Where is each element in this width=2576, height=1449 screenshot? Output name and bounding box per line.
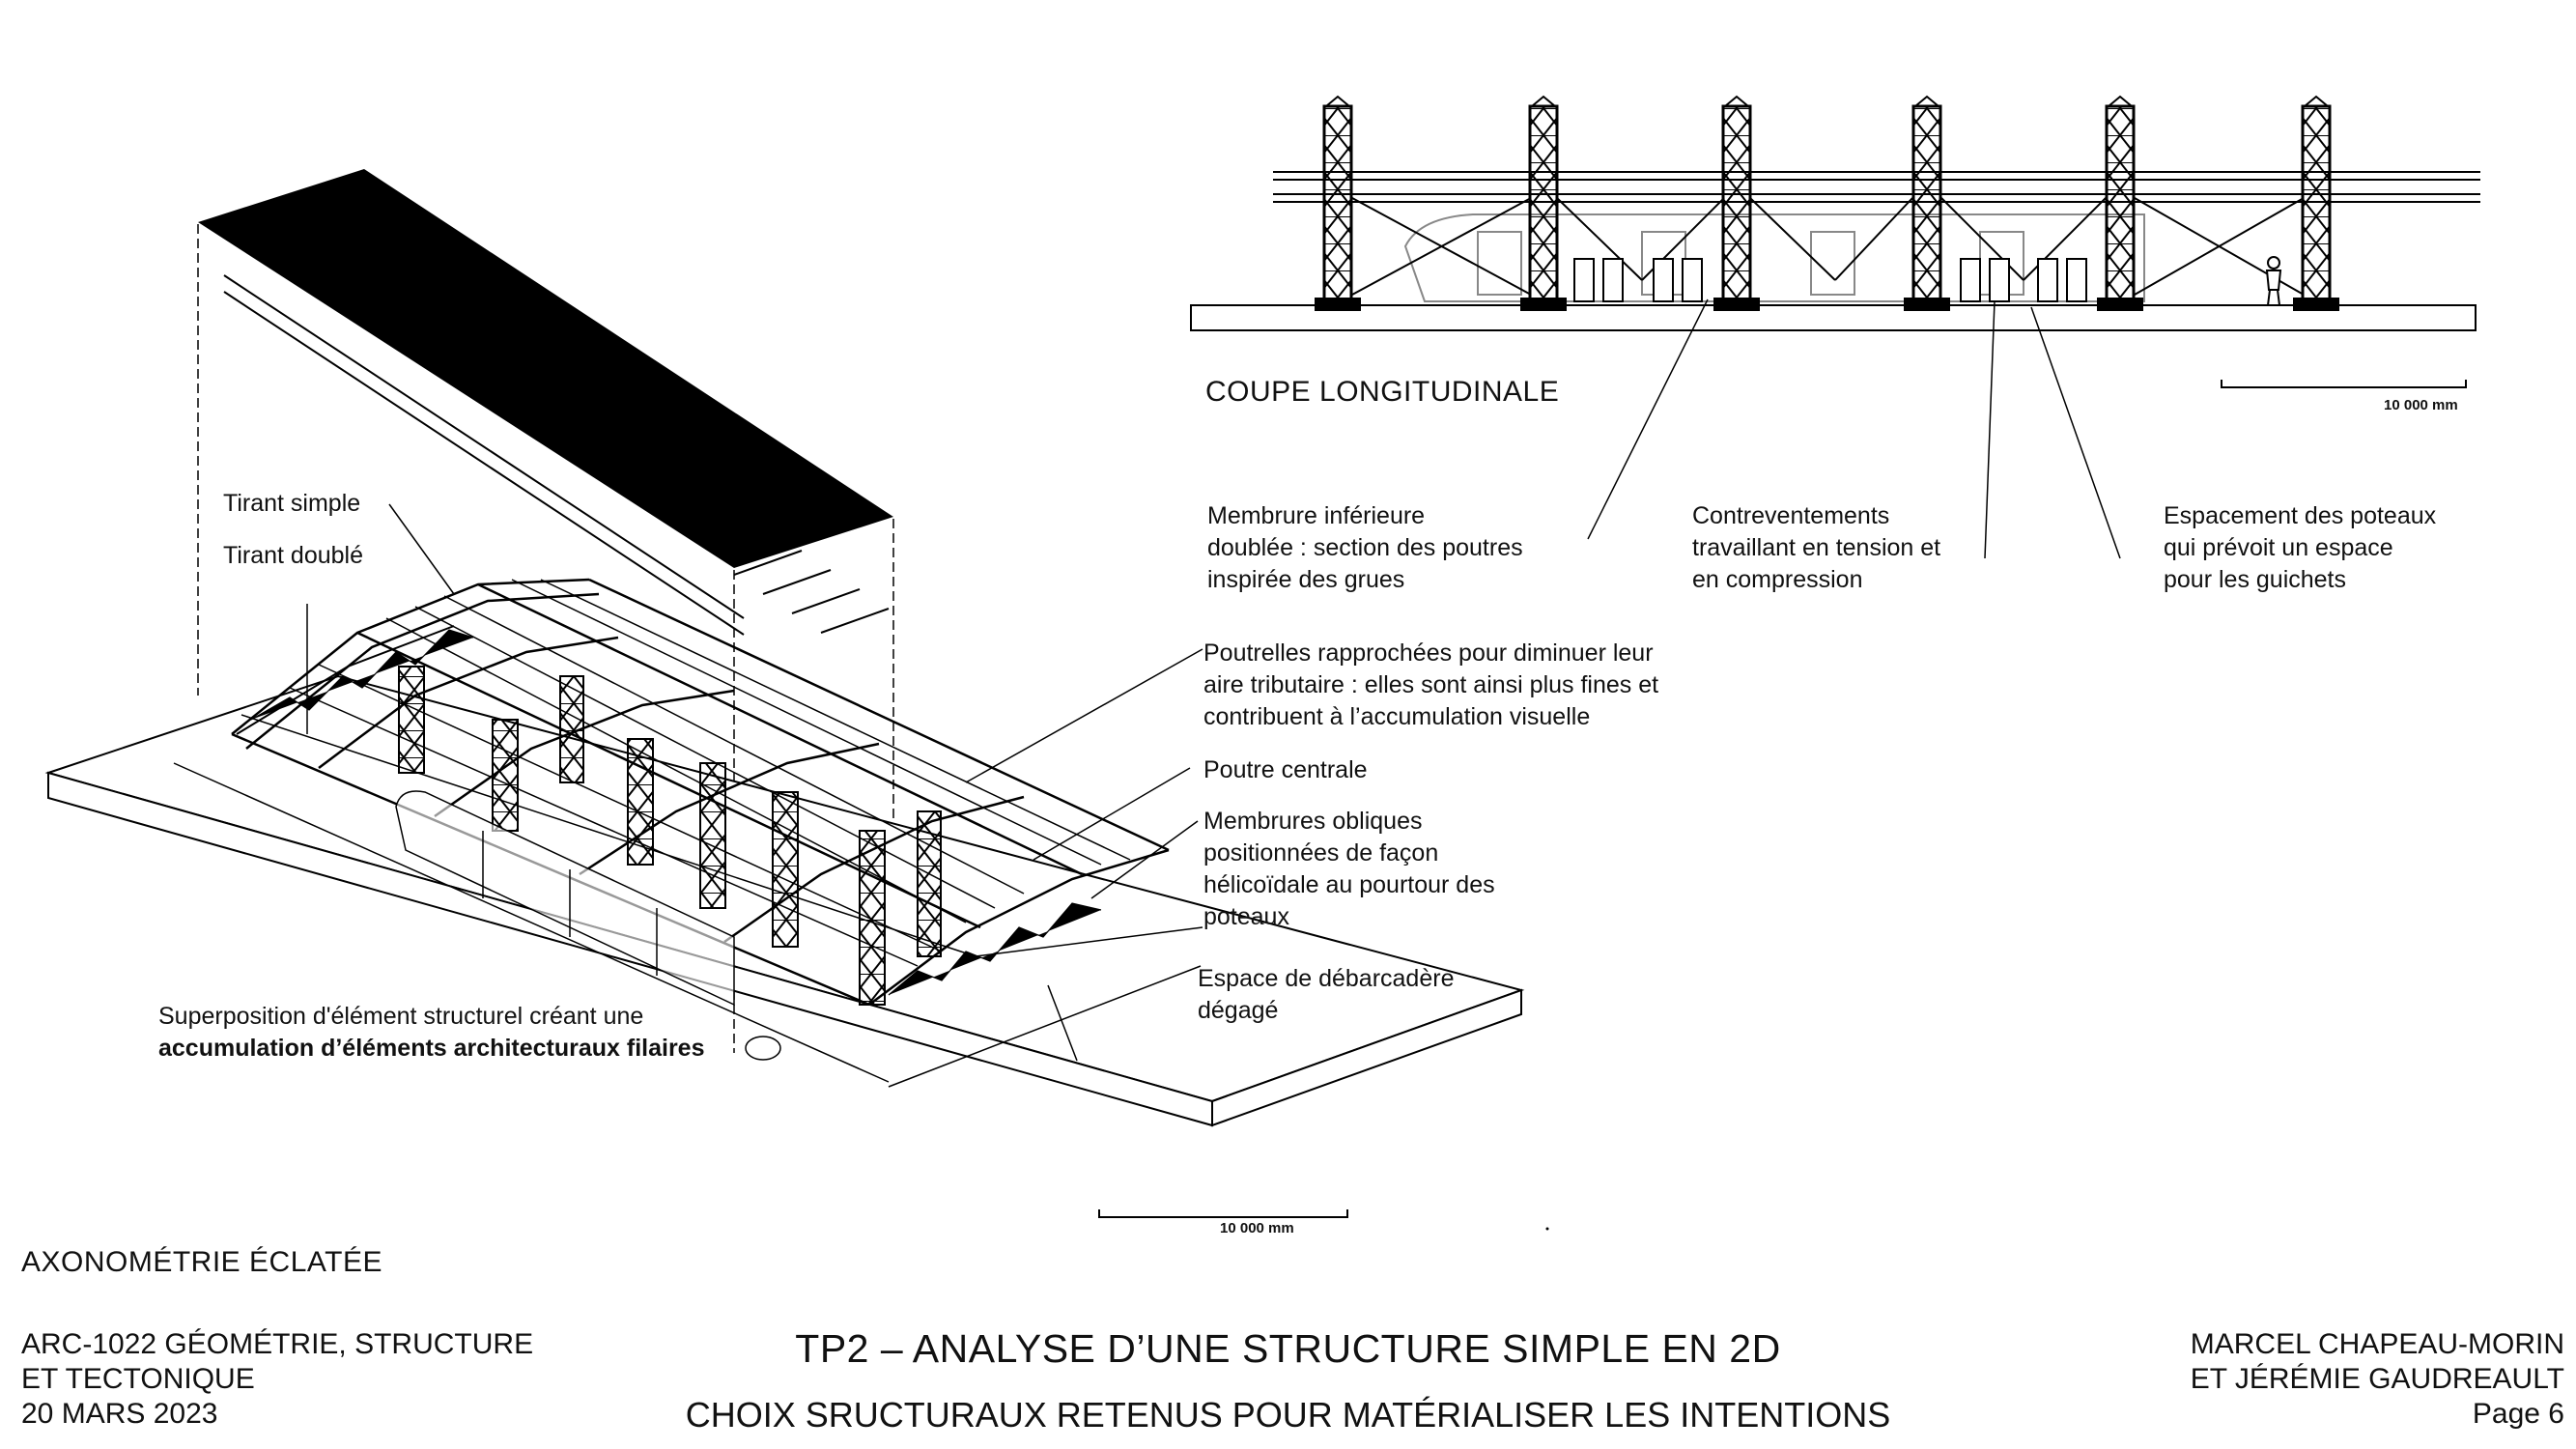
course-line: ARC-1022 GÉOMÉTRIE, STRUCTURE xyxy=(21,1328,534,1360)
annotation-line: en compression xyxy=(1692,566,1863,593)
annotation-line: aire tributaire : elles sont ainsi plus fines et xyxy=(1203,671,1659,698)
annotation-line: contribuent à l’accumulation visuelle xyxy=(1203,703,1591,730)
axo-title: AXONOMÉTRIE ÉCLATÉE xyxy=(21,1246,383,1278)
annotation-poutrelles xyxy=(1203,638,1658,733)
annotation-line: doublée : section des poutres xyxy=(1207,534,1523,561)
annotation-contreventements xyxy=(1692,500,1940,596)
footer-date: 20 MARS 2023 xyxy=(21,1398,218,1430)
annotation-line: Poutre centrale xyxy=(1203,756,1368,783)
annotation-line: pour les guichets xyxy=(2164,566,2347,593)
annotation-line: inspirée des grues xyxy=(1207,566,1405,593)
annotation-line: dégagé xyxy=(1198,997,1279,1024)
annotation-line: Membrures obliques xyxy=(1203,808,1423,835)
section-title: COUPE LONGITUDINALE xyxy=(1205,376,1560,408)
page-number: Page 6 xyxy=(2472,1398,2564,1430)
annotation-line: Poutrelles rapprochées pour diminuer leur xyxy=(1203,639,1654,667)
annotation-superposition xyxy=(158,1001,704,1065)
annotation-line: Superposition d'élément structurel créant une xyxy=(158,1003,644,1030)
label-tirant-double: Tirant doublé xyxy=(223,542,363,569)
axo-scale-bar xyxy=(1099,1209,1347,1217)
annotation-line: Membrure inférieure xyxy=(1207,502,1426,529)
annotation-line: hélicoïdale au pourtour des xyxy=(1203,871,1495,898)
section-drawing xyxy=(1191,97,2480,558)
footer-authors xyxy=(2191,1327,2564,1432)
person-figure xyxy=(2267,257,2280,305)
footer-subtitle: CHOIX SRUCTURAUX RETENUS POUR MATÉRIALISER LES INTENTIONS xyxy=(685,1395,1891,1435)
section-scale-label: 10 000 mm xyxy=(2384,397,2458,413)
annotation-line: qui prévoit un espace xyxy=(2164,534,2393,561)
annotation-poutre-centrale xyxy=(1203,754,1368,786)
annotation-membrure xyxy=(1207,500,1523,596)
section-columns xyxy=(1315,97,2339,311)
author-line: MARCEL CHAPEAU-MORIN xyxy=(2190,1328,2564,1360)
label-tirant-simple: Tirant simple xyxy=(223,490,361,517)
annotation-line: Espacement des poteaux xyxy=(2164,502,2437,529)
annotation-line: poteaux xyxy=(1203,903,1289,930)
section-scale-bar xyxy=(2222,380,2466,387)
annotation-membrures-obliques xyxy=(1203,806,1495,933)
author-line: ET JÉRÉMIE GAUDREAULT xyxy=(2190,1363,2564,1395)
annotation-line-bold: accumulation d’éléments architecturaux filaires xyxy=(158,1035,705,1062)
footer-title: TP2 – ANALYSE D’UNE STRUCTURE SIMPLE EN 2D xyxy=(795,1326,1781,1371)
annotation-line: travaillant en tension et xyxy=(1692,534,1941,561)
annotation-line: positionnées de façon xyxy=(1203,839,1439,867)
annotation-line: Espace de débarcadère xyxy=(1198,965,1455,992)
annotation-line: Contreventements xyxy=(1692,502,1890,529)
annotation-espacement xyxy=(2164,500,2436,596)
annotation-debarcadere xyxy=(1198,963,1454,1027)
axo-scale-label: 10 000 mm xyxy=(1220,1220,1294,1236)
course-line: ET TECTONIQUE xyxy=(21,1363,255,1395)
